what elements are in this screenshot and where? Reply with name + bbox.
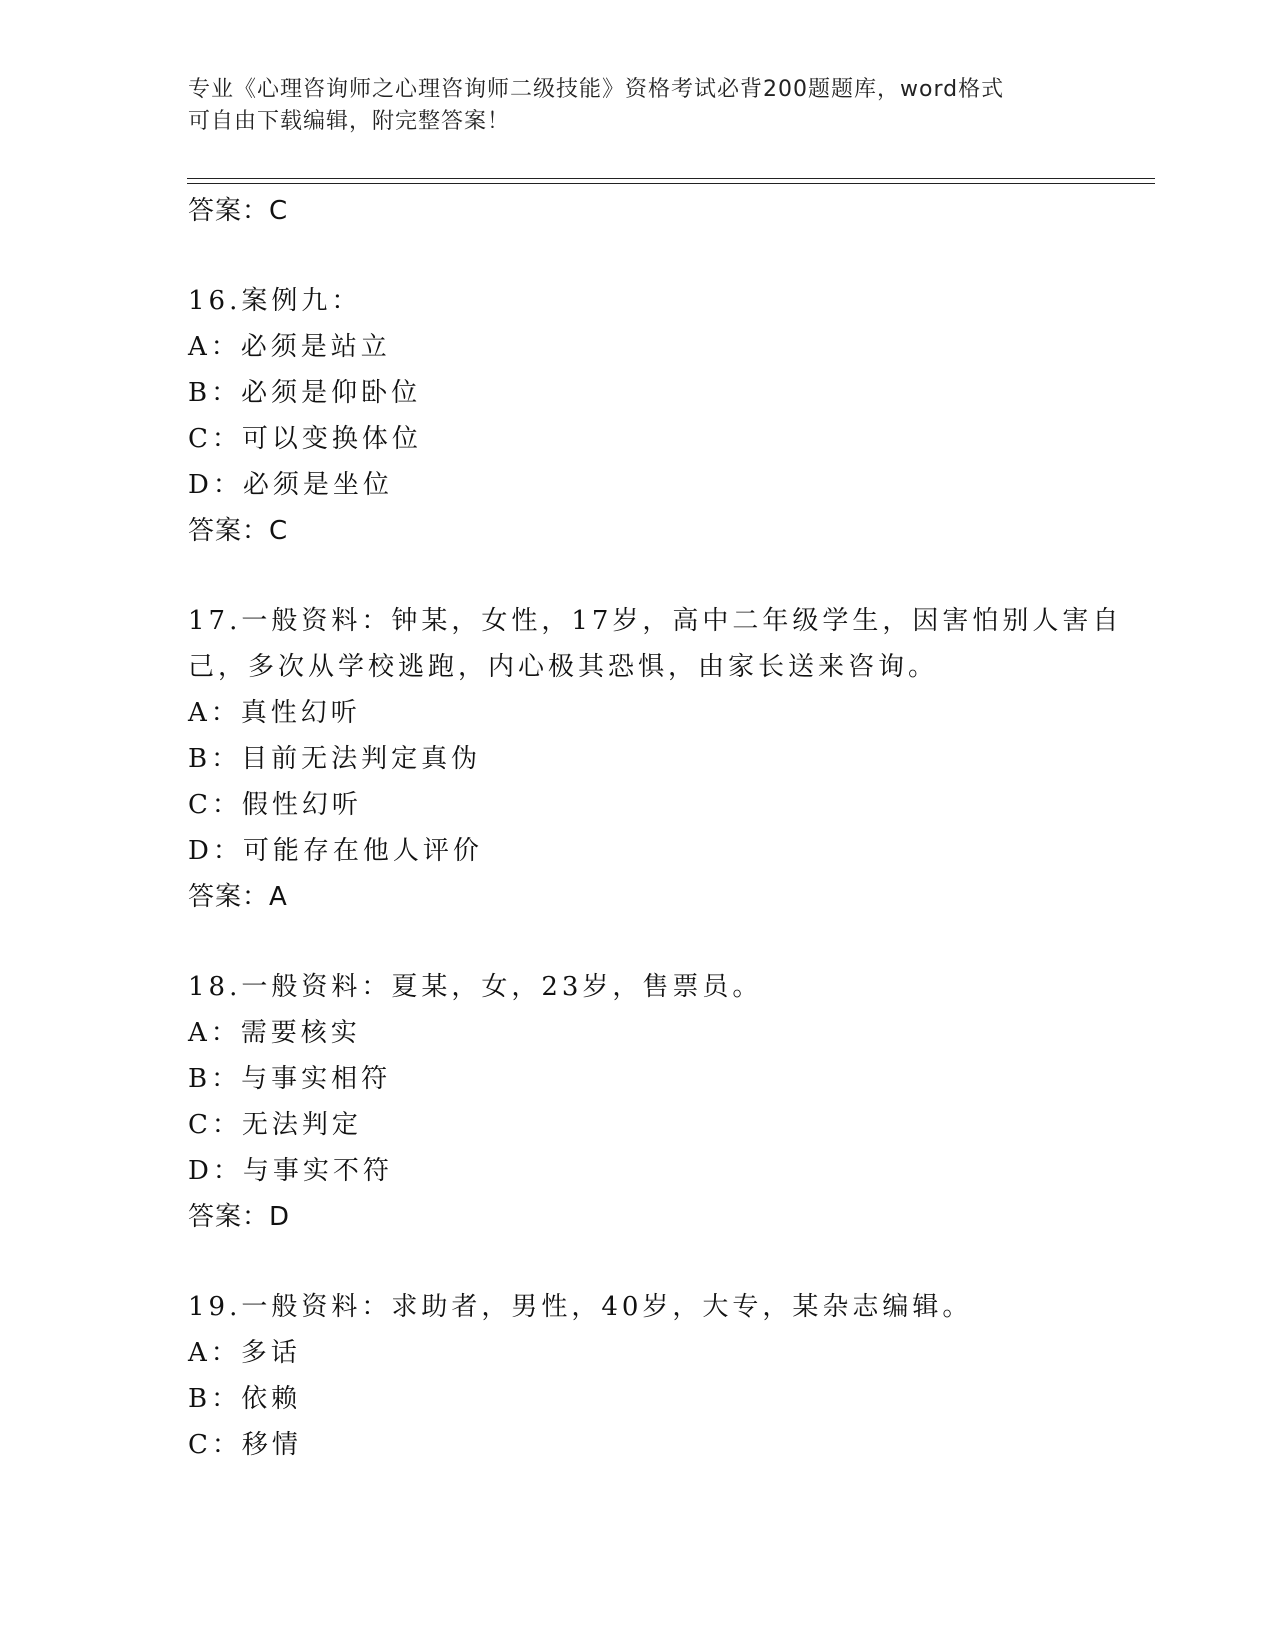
spacer: [188, 554, 1088, 598]
option-b: B：目前无法判定真伪: [188, 744, 482, 774]
question-text-continued: 己，多次从学校逃跑，内心极其恐惧，由家长送来咨询。: [188, 652, 939, 682]
option-b: B：必须是仰卧位: [188, 378, 422, 408]
spacer: [188, 234, 1088, 278]
header-line-1: 专业《心理咨询师之心理咨询师二级技能》资格考试必背200题题库，word格式: [188, 77, 1005, 102]
option-d: D：必须是坐位: [188, 470, 393, 500]
option-d: D：可能存在他人评价: [188, 836, 483, 866]
question-text: 18.一般资料：夏某，女，23岁，售票员。: [188, 972, 763, 1002]
document-header: [188, 74, 1068, 138]
option-c: C：无法判定: [188, 1110, 362, 1140]
question-text: 16.案例九：: [188, 286, 362, 316]
header-divider-bottom: [187, 183, 1155, 184]
option-a: A：需要核实: [188, 1018, 361, 1048]
option-b: B：与事实相符: [188, 1064, 392, 1094]
header-divider-top: [187, 178, 1155, 179]
answer-line: 答案：D: [188, 1202, 291, 1232]
spacer: [188, 1240, 1088, 1284]
question-19: [188, 1284, 1088, 1468]
question-list: [188, 188, 1123, 1468]
question-17: [188, 598, 1123, 920]
option-a: A：真性幻听: [188, 698, 361, 728]
option-d: D：与事实不符: [188, 1156, 393, 1186]
option-c: C：移情: [188, 1430, 302, 1460]
option-c: C：假性幻听: [188, 790, 362, 820]
option-a: A：多话: [188, 1338, 301, 1368]
answer-line: 答案：C: [188, 196, 289, 226]
question-text: 19.一般资料：求助者，男性，40岁，大专，某杂志编辑。: [188, 1292, 973, 1322]
question-18: [188, 964, 1088, 1240]
option-c: C：可以变换体位: [188, 424, 422, 454]
question-text: 17.一般资料：钟某，女性，17岁，高中二年级学生，因害怕别人害自: [188, 606, 1123, 636]
header-line-2: 可自由下载编辑，附完整答案！: [188, 109, 511, 134]
option-a: A：必须是站立: [188, 332, 391, 362]
option-b: B：依赖: [188, 1384, 302, 1414]
answer-line: 答案：A: [188, 882, 288, 912]
spacer: [188, 920, 1088, 964]
answer-line: 答案：C: [188, 516, 289, 546]
question-16: [188, 278, 1088, 554]
